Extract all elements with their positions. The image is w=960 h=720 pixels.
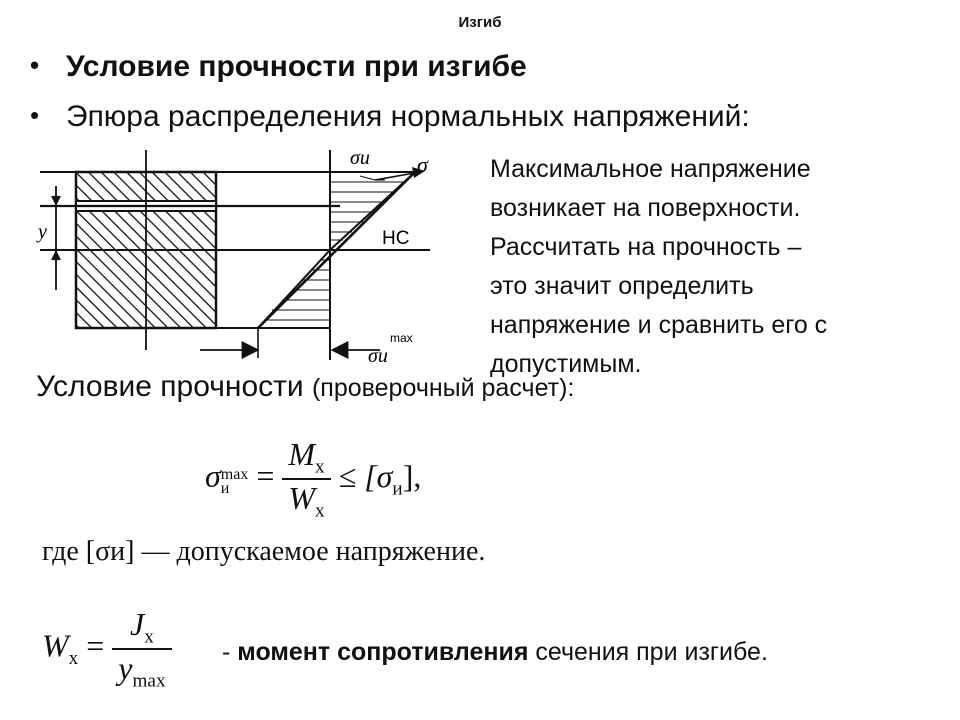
bullet-stress-diagram xyxy=(30,100,750,134)
ymax-symbol: y xyxy=(118,650,133,687)
section-modulus-term: момент сопротивления xyxy=(237,638,529,666)
allowable-stress-definition: где [σи] — допускаемое напряжение. xyxy=(42,536,486,567)
moment-over-modulus xyxy=(282,436,330,523)
section-modulus-sub: x xyxy=(68,648,79,670)
moment-sub: x xyxy=(315,456,325,478)
explanation-line: Максимальное напряжение xyxy=(490,155,811,183)
modulus-symbol: W xyxy=(288,480,316,517)
section-modulus-symbol: W xyxy=(42,627,69,664)
bullet-strength-condition xyxy=(30,50,527,84)
strength-formula xyxy=(205,436,421,523)
slide-title: Изгиб xyxy=(458,14,502,31)
sigma-symbol: σ xyxy=(205,457,221,494)
bullet-dot: • xyxy=(30,50,40,80)
strength-condition-sub: (проверочный расчет): xyxy=(311,374,575,402)
explanation-line: это значит определить xyxy=(490,272,754,300)
sigma-sup: max xyxy=(220,465,249,483)
bullet-text: Эпюра распределения нормальных напряжений: xyxy=(66,100,750,133)
explanation-text xyxy=(490,150,950,384)
sigma-i-label: σи xyxy=(350,147,370,169)
bullet-dot: • xyxy=(30,100,40,130)
moment-symbol: M xyxy=(288,436,316,472)
explanation-line: Рассчитать на прочность – xyxy=(490,233,802,261)
section-modulus-rest: сечения при изгибе. xyxy=(528,638,768,666)
bullet-text: Условие прочности при изгибе xyxy=(66,50,527,83)
allowable-stress-rhs: ≤ $[\sigma_и]$, xyxy=(338,457,422,500)
stress-diagram xyxy=(30,140,490,370)
neutral-axis-label: НС xyxy=(382,228,410,249)
sigma-leader xyxy=(360,176,375,180)
section-modulus-formula xyxy=(42,606,172,693)
y-arrow-up xyxy=(51,196,61,206)
explanation-line: возникает на поверхности. xyxy=(490,194,801,222)
inertia-symbol: J xyxy=(130,606,145,642)
sigma-sub: и xyxy=(220,479,230,497)
strength-condition-main: Условие прочности xyxy=(36,370,304,403)
inertia-sub: x xyxy=(144,626,154,648)
explanation-line: напряжение и сравнить его с xyxy=(490,311,828,339)
minus-sign-label: – xyxy=(376,171,385,188)
section-modulus-description xyxy=(222,638,768,667)
y-arrow-down xyxy=(51,250,61,260)
dash: - xyxy=(222,638,238,666)
equals-sign: = xyxy=(256,457,275,494)
max-label: max xyxy=(390,331,413,345)
strength-condition-heading xyxy=(36,370,574,404)
sigma-label: σ xyxy=(417,152,428,177)
ymax-sub: max xyxy=(132,670,166,692)
inertia-over-ymax xyxy=(112,606,171,693)
y-label: y xyxy=(38,221,47,243)
modulus-sub: x xyxy=(315,500,325,522)
explanation-line: допустимым. xyxy=(490,350,642,378)
sigma-max-label: σи xyxy=(368,345,388,367)
equals-sign: = xyxy=(86,627,105,664)
